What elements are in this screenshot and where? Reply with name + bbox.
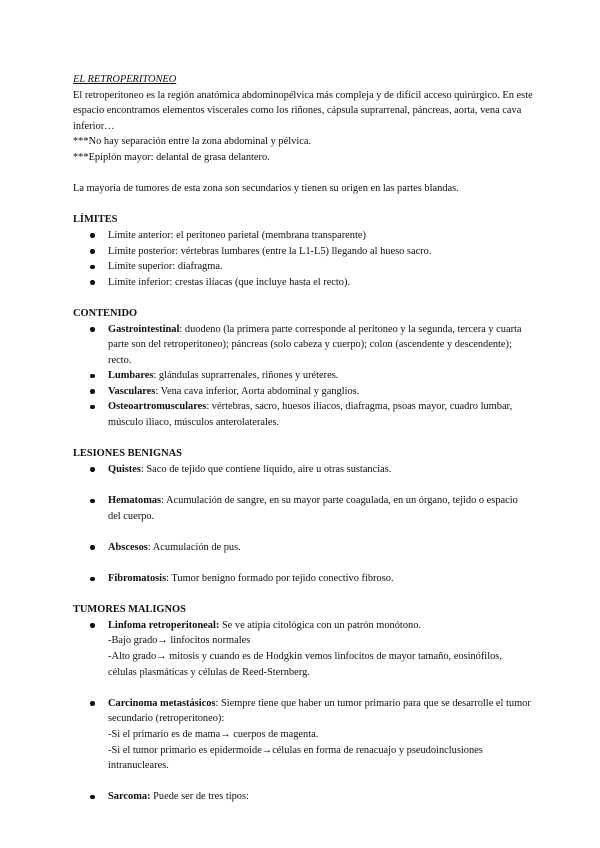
sub-line: -Si el tumor primario es epidermoide→células en forma de renacuajo y pseudoinclusiones intranucleares. [108,744,483,772]
limites-list [73,228,533,290]
item-term: Osteoartromusculares [108,401,207,413]
item-text: : Tumor benigno formado por tejido conectivo fibroso. [166,573,394,584]
item-term: Gastrointestinal [108,323,180,335]
item-term: Abscesos [108,541,148,553]
list-item [73,462,533,478]
item-term: Hematomas [108,495,162,507]
list-item [73,696,533,774]
contenido-list [73,322,533,431]
item-text: Puede ser de tres tipos: [150,791,249,803]
item-term: Fibromatosis [108,573,167,584]
item-term: Linfoma retroperitoneal: [108,619,220,631]
item-text: : Acumulación de sangre, en su mayor parte coagulada, en un órgano, tejido o espacio del cuerpo. [108,495,518,522]
benignas-list [73,462,533,587]
section-heading-contenido: CONTENIDO [73,307,138,319]
document-content [73,72,533,805]
list-item [73,384,533,400]
document-title: EL RETROPERITONEO [73,74,177,85]
item-term: Carcinoma metastásicos [108,697,216,709]
list-item [73,399,533,430]
item-text: : Acumulación de pus. [147,541,241,553]
item-text: : vértebras, sacro, huesos iliacos, diafragma, psoas mayor, cuadro lumbar, músculo iliaco, músculos anterolaterales. [108,401,513,429]
list-item [73,540,533,556]
intro-paragraph: El retroperitoneo es la región anatómica abdominopélvica más compleja y de difícil acceso quirúrgico. En este espacio encontramos elementos viscerales como los riñones, cápsula suprarrenal, páncreas, aorta, vena cava inferior… [73,89,533,132]
item-term: Vasculares [108,385,156,397]
item-text: : Saco de tejido que contiene líquido, aire u otras sustancias. [140,463,392,475]
list-item [73,571,533,587]
malignos-list [73,618,533,805]
list-item: Límite anterior: el peritoneo parietal (membrana transparente) [73,228,533,244]
list-item [73,618,533,680]
item-term: Lumbares [108,370,154,382]
item-text: : glándulas suprarrenales, riñones y uréteres. [153,370,339,382]
item-term: Quistes [108,463,141,475]
note-line: ***No hay separación entre la zona abdominal y pélvica. [73,136,312,148]
section-heading-limites: LÍMITES [73,214,118,226]
list-item: Límite inferior: crestas ilíacas (que incluye hasta el recto). [73,275,533,291]
list-item [73,322,533,369]
section-heading-malignos: TUMORES MALIGNOS [73,604,186,616]
sub-line: -Bajo grado→ linfocitos normales [108,635,251,647]
list-item: Límite superior: diafragma. [73,259,533,275]
item-text: : duodeno (la primera parte corresponde al peritoneo y la segunda, tercera y cuarta parte son del retroperitoneo); páncreas (solo cabeza y cuerpo); colon (ascendente y descendente); recto. [108,323,522,366]
section-heading-benignas: LESIONES BENIGNAS [73,448,182,460]
item-term: Sarcoma: [108,791,151,803]
list-item [73,368,533,384]
summary-paragraph: La mayoría de tumores de esta zona son secundarios y tienen su origen en las partes blandas. [73,183,459,195]
item-text: Se ve atipia citológica con un patrón monótono. [219,619,422,631]
note-line: ***Epiplón mayor: delantal de grasa delantero. [73,151,270,163]
list-item [73,493,533,524]
list-item: Límite posterior: vértebras lumbares (entre la L1-L5) llegando al hueso sacro. [73,244,533,260]
sub-line: -Alto grado→ mitosis y cuando es de Hodgkin vemos linfocitos de mayor tamaño, eosinófilos, células plasmáticas y células de Reed-Sternberg. [108,650,502,678]
list-item [73,789,533,805]
sub-line: -Si el primario es de mama→ cuerpos de magenta. [108,728,319,740]
item-text: : Vena cava inferior, Aorta abdominal y ganglios. [155,385,360,397]
item-text: : Siempre tiene que haber un tumor primario para que se desarrolle el tumor secundario (retroperitoneo): [108,697,531,725]
